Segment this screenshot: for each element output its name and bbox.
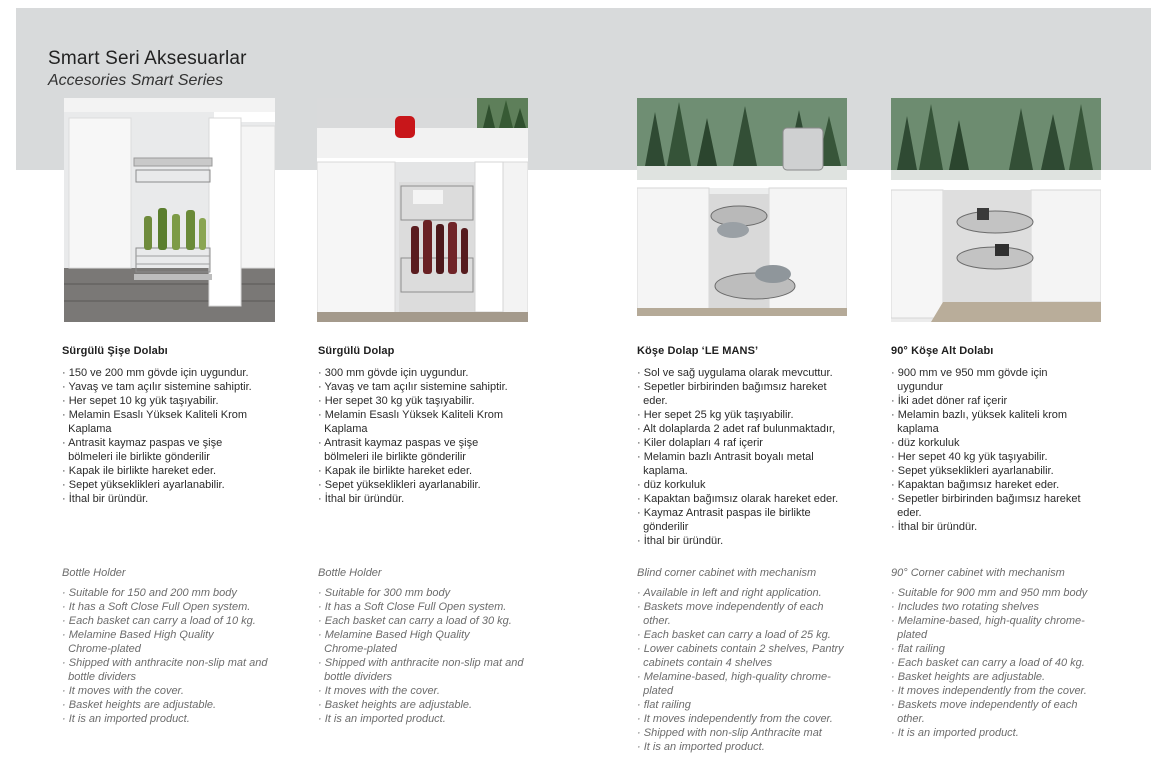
feature-item-tr: · 150 ve 200 mm gövde için uygundur. [62,367,249,379]
feature-item-en: · Each basket can carry a load of 10 kg. [62,615,256,627]
feature-item-en: cabinets contain 4 shelves [643,657,773,669]
feature-item-tr: bölmeleri ile birlikte gönderilir [68,451,210,463]
product-title-tr: Sürgülü Dolap [318,345,395,357]
feature-item-tr: eder. [897,507,922,519]
feature-item-en: other. [643,615,671,627]
feature-item-tr: uygundur [897,381,943,393]
feature-list-en [891,586,1131,740]
product-column-1-en [62,567,302,726]
feature-item-en: · It is an imported product. [62,713,190,725]
page-title: Smart Seri Aksesuarlar [48,48,247,69]
feature-item-en: bottle dividers [68,671,136,683]
feature-item-en: · It moves independently from the cover. [891,685,1087,697]
feature-list-en [62,586,302,726]
feature-item-en: · Basket heights are adjustable. [62,699,217,711]
feature-item-tr: kaplama [897,423,939,435]
product-column-2 [318,345,558,506]
feature-item-tr: bölmeleri ile birlikte gönderilir [324,451,466,463]
feature-item-en: · It is an imported product. [891,727,1019,739]
product-title-tr: Köşe Dolap ‘LE MANS’ [637,345,759,357]
feature-item-tr: eder. [643,395,668,407]
feature-item-en: · It is an imported product. [318,713,446,725]
feature-item-tr: · Melamin bazlı, yüksek kaliteli krom [891,409,1068,421]
feature-item-en: · It moves with the cover. [318,685,440,697]
feature-item-en: · Each basket can carry a load of 40 kg. [891,657,1085,669]
feature-item-en: · It has a Soft Close Full Open system. [318,601,507,613]
feature-item-tr: · 900 mm ve 950 mm gövde için [891,367,1048,379]
feature-item-en: · Melamine-based, high-quality chrome- [637,671,831,683]
feature-item-tr: · Her sepet 40 kg yük taşıyabilir. [891,451,1048,463]
feature-item-en: bottle dividers [324,671,392,683]
feature-item-tr: · Antrasit kaymaz paspas ve şişe [62,437,223,449]
feature-item-tr: Kaplama [324,423,368,435]
feature-item-tr: · Kaymaz Antrasit paspas ile birlikte [637,507,811,519]
feature-item-tr: · Kapaktan bağımsız olarak hareket eder. [637,493,839,505]
feature-list-tr [318,366,558,506]
product-column-1 [62,345,302,506]
feature-item-tr: · Sepet yükseklikleri ayarlanabilir. [318,479,481,491]
feature-item-tr: · Yavaş ve tam açılır sistemine sahiptir. [318,381,508,393]
feature-item-en: · Suitable for 900 mm and 950 mm body [891,587,1088,599]
feature-item-en: · It is an imported product. [637,741,765,753]
product-column-3-en [637,567,877,754]
feature-list-en [637,586,877,754]
product-column-4 [891,345,1131,534]
feature-item-tr: kaplama. [643,465,688,477]
feature-item-en: plated [643,685,674,697]
feature-item-en: Chrome-plated [68,643,141,655]
feature-item-tr: · Alt dolaplarda 2 adet raf bulunmaktadır, [637,423,836,435]
product-column-4-en [891,567,1131,740]
feature-item-en: · Lower cabinets contain 2 shelves, Pantry [637,643,844,655]
product-photo-90-corner-cabinet [891,98,1101,322]
feature-item-tr: · Kapaktan bağımsız hareket eder. [891,479,1060,491]
feature-item-en: · Baskets move independently of each [637,601,824,613]
product-title-en: Blind corner cabinet with mechanism [637,567,817,579]
feature-item-tr: · Sepet yükseklikleri ayarlanabilir. [891,465,1054,477]
page-subtitle: Accesories Smart Series [48,72,224,89]
feature-list-en [318,586,558,726]
feature-item-en: · flat railing [637,699,691,711]
feature-item-en: · Basket heights are adjustable. [318,699,473,711]
feature-item-en: · It moves with the cover. [62,685,184,697]
feature-item-tr: Kaplama [68,423,112,435]
feature-item-tr: · Sol ve sağ uygulama olarak mevcuttur. [637,367,833,379]
product-title-en: Bottle Holder [62,567,126,579]
feature-item-en: · Shipped with non-slip Anthracite mat [637,727,822,739]
feature-item-tr: · Sepet yükseklikleri ayarlanabilir. [62,479,225,491]
feature-item-tr: gönderilir [643,521,689,533]
feature-item-tr: · Her sepet 30 kg yük taşıyabilir. [318,395,475,407]
feature-item-tr: · Her sepet 10 kg yük taşıyabilir. [62,395,219,407]
feature-item-tr: · düz korkuluk [891,437,960,449]
feature-item-en: · Shipped with anthracite non-slip mat and [62,657,268,669]
feature-item-en: · It moves independently from the cover. [637,713,833,725]
feature-item-en: · Available in left and right application. [637,587,822,599]
feature-item-en: · Basket heights are adjustable. [891,671,1046,683]
product-title-tr: 90° Köşe Alt Dolabı [891,345,994,357]
title-block [48,48,247,90]
feature-item-en: · Each basket can carry a load of 25 kg. [637,629,831,641]
product-title-en: Bottle Holder [318,567,382,579]
feature-item-en: · Melamine Based High Quality [62,629,214,641]
feature-item-tr: · İthal bir üründür. [891,521,978,533]
feature-item-tr: · Her sepet 25 kg yük taşıyabilir. [637,409,794,421]
feature-item-tr: · Kiler dolapları 4 raf içerir [637,437,763,449]
feature-item-tr: · İki adet döner raf içerir [891,395,1008,407]
product-photo-sliding-cabinet-300 [317,98,528,322]
feature-item-en: · Each basket can carry a load of 30 kg. [318,615,512,627]
feature-item-tr: · Antrasit kaymaz paspas ve şişe [318,437,479,449]
feature-item-tr: · Kapak ile birlikte hareket eder. [62,465,217,477]
product-photo-bottle-holder-150 [64,98,275,322]
product-column-2-en [318,567,558,726]
feature-item-tr: · Melamin bazlı Antrasit boyalı metal [637,451,814,463]
feature-item-tr: · düz korkuluk [637,479,706,491]
feature-item-en: · It has a Soft Close Full Open system. [62,601,251,613]
feature-list-tr [637,366,877,548]
feature-item-tr: · İthal bir üründür. [318,493,405,505]
feature-item-en: · Suitable for 150 and 200 mm body [62,587,237,599]
feature-item-en: plated [897,629,928,641]
feature-item-tr: · Sepetler birbirinden bağımsız hareket [891,493,1081,505]
feature-item-en: · Suitable for 300 mm body [318,587,451,599]
feature-item-en: · Melamine-based, high-quality chrome- [891,615,1085,627]
product-column-3 [637,345,877,548]
feature-item-tr: · Melamin Esaslı Yüksek Kaliteli Krom [318,409,504,421]
feature-item-en: · Shipped with anthracite non-slip mat and [318,657,524,669]
feature-item-tr: · Melamin Esaslı Yüksek Kaliteli Krom [62,409,248,421]
feature-item-en: Chrome-plated [324,643,397,655]
feature-item-en: · flat railing [891,643,945,655]
product-title-tr: Sürgülü Şişe Dolabı [62,345,168,357]
feature-item-en: other. [897,713,925,725]
feature-list-tr [891,366,1131,534]
feature-item-tr: · 300 mm gövde için uygundur. [318,367,469,379]
feature-item-tr: · İthal bir üründür. [637,535,724,547]
feature-item-en: · Melamine Based High Quality [318,629,470,641]
feature-item-tr: · Sepetler birbirinden bağımsız hareket [637,381,827,393]
feature-item-en: · Includes two rotating shelves [891,601,1039,613]
feature-item-tr: · İthal bir üründür. [62,493,149,505]
feature-item-tr: · Yavaş ve tam açılır sistemine sahiptir. [62,381,252,393]
feature-list-tr [62,366,302,506]
product-title-en: 90° Corner cabinet with mechanism [891,567,1065,579]
feature-item-en: · Baskets move independently of each [891,699,1078,711]
feature-item-tr: · Kapak ile birlikte hareket eder. [318,465,473,477]
product-photo-blind-corner-le-mans [637,98,847,316]
